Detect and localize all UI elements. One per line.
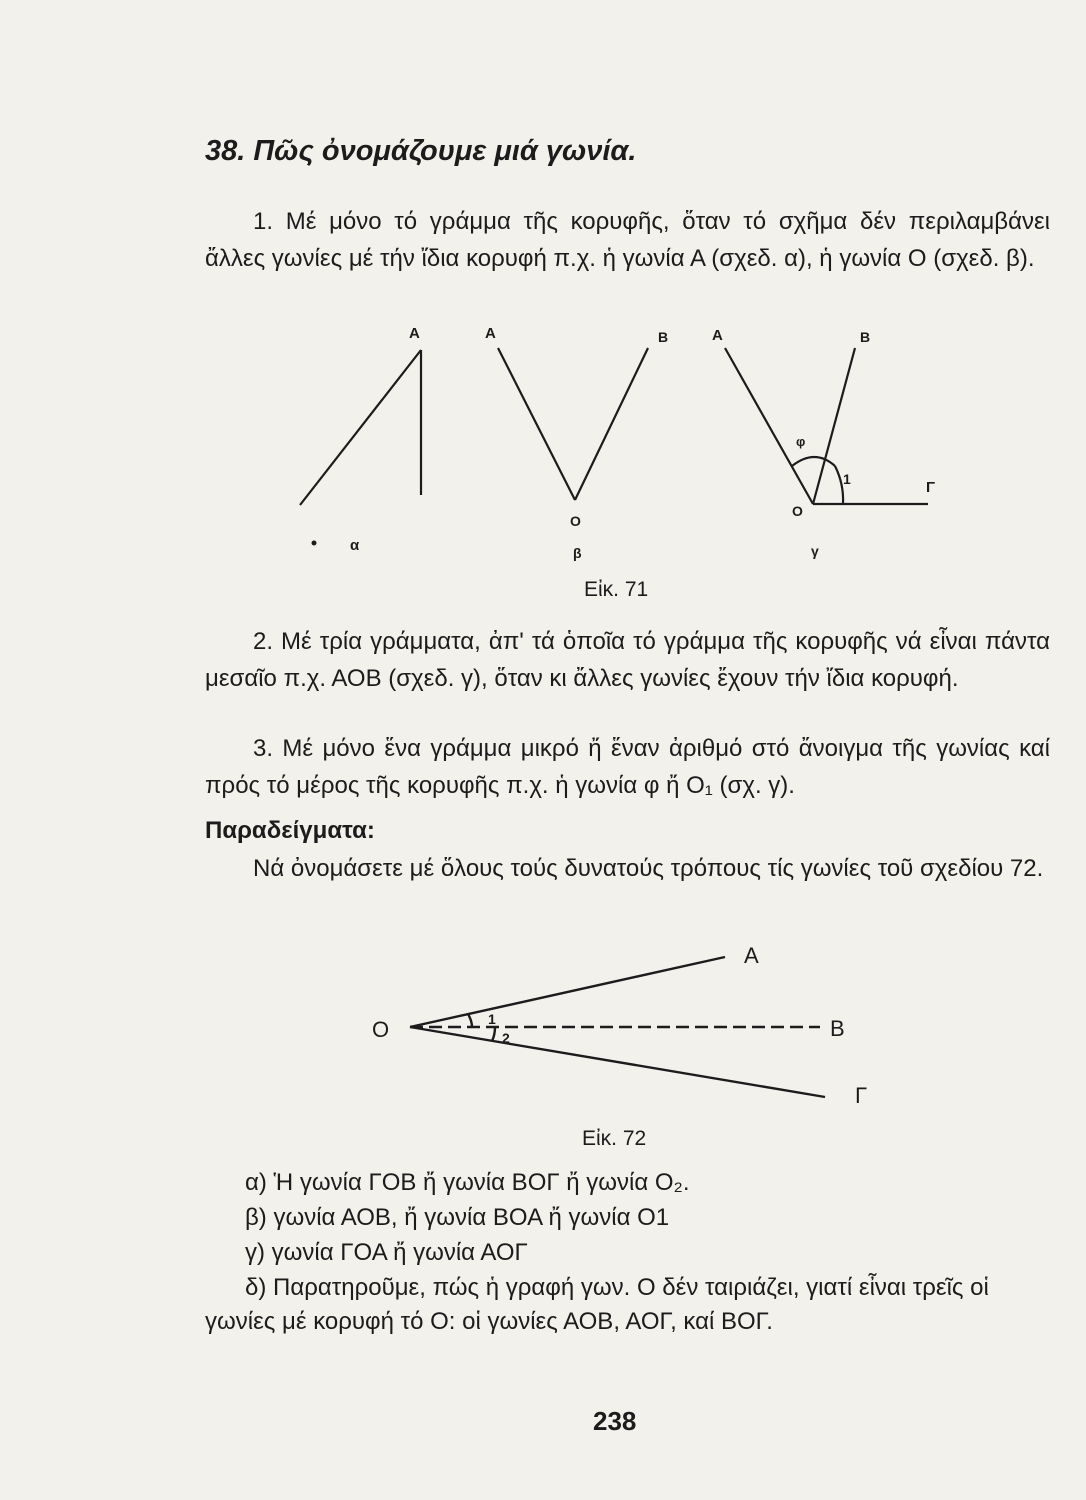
- answer-b: β) γωνία ΑΟΒ, ἤ γωνία ΒΟΑ ἤ γωνία Ο1: [245, 1204, 670, 1231]
- fig71-b-left-label: Α: [485, 325, 496, 342]
- fig71-c-right-label: Β: [860, 329, 871, 345]
- fig71-b-right-label: Β: [658, 329, 669, 345]
- fig71-b-ray-left: [498, 348, 575, 500]
- fig71-a-dot: [312, 541, 317, 546]
- examples-heading: Παραδείγματα:: [205, 817, 375, 844]
- fig72-arc-one: [468, 1014, 472, 1027]
- fig72-label-a: Α: [744, 943, 759, 968]
- fig71-c-ray-oa: [725, 348, 813, 504]
- fig71-caption: Εἰκ. 71: [584, 578, 649, 601]
- page-number: 238: [593, 1406, 637, 1436]
- answer-c: γ) γωνία ΓΟΑ ἤ γωνία ΑΟΓ: [245, 1239, 528, 1266]
- fig72-label-o: Ο: [372, 1017, 390, 1042]
- fig71-b-ray-right: [575, 348, 648, 500]
- answer-d: [205, 1271, 1050, 1339]
- fig71-a-ray-slanted: [300, 350, 421, 505]
- rule-1-body: 1. Μέ μόνο τό γράμμα τῆς κορυφῆς, ὅταν τό σχῆμα δέν περιλαμβάνει ἄλλες γωνίες μέ τήν ἴδια κορυφή π.χ. ἡ γωνία Α (σχεδ. α), ἡ γωνία Ο (σχεδ. β).: [205, 208, 1050, 272]
- fig71-c-left-label: Α: [712, 327, 723, 344]
- exercise-body: Νά ὀνομάσετε μέ ὅλους τούς δυνατούς τρόπους τίς γωνίες τοῦ σχεδίου 72.: [253, 855, 1044, 882]
- rule-2-text: [205, 623, 1050, 697]
- fig71-c-gamma-label: Γ: [926, 479, 936, 496]
- fig72-angle-two: 2: [502, 1030, 510, 1046]
- fig72-ray-oa: [410, 957, 725, 1027]
- fig71-c-arc-one: [835, 466, 843, 504]
- fig72-angle-one: 1: [488, 1011, 496, 1027]
- fig72-caption: Εἰκ. 72: [582, 1127, 647, 1150]
- rule-2-body: 2. Μέ τρία γράμματα, ἀπ' τά ὁποῖα τό γράμμα τῆς κορυφῆς νά εἶναι πάντα μεσαῖο π.χ. ΑΟΒ (σχεδ. γ), ὅταν κι ἄλλες γωνίες ἔχουν τήν ἴδια κορυφή.: [205, 628, 1050, 692]
- section-title: 38. Πῶς ὀνομάζουμε μιά γωνία.: [205, 135, 637, 167]
- exercise-text: [205, 850, 1050, 887]
- fig72-arc-two: [492, 1027, 495, 1041]
- figure-71: [280, 320, 960, 610]
- fig71-c-one-label: 1: [843, 471, 851, 487]
- rule-3-body: 3. Μέ μόνο ἕνα γράμμα μικρό ἤ ἕναν ἀριθμό στό ἄνοιγμα τῆς γωνίας καί πρός τό μέρος τῆς κορυφῆς π.χ. ἡ γωνία φ ἤ Ο₁ (σχ. γ).: [205, 735, 1050, 799]
- fig72-label-b: Β: [830, 1016, 845, 1041]
- answer-a: α) Ἡ γωνία ΓΟΒ ἤ γωνία ΒΟΓ ἤ γωνία Ο₂.: [245, 1169, 690, 1196]
- fig71-a-vertex-label: Α: [409, 325, 420, 342]
- fig72-ray-og: [410, 1027, 825, 1097]
- fig71-b-vertex-label: Ο: [570, 513, 581, 529]
- fig71-c-vertex-label: Ο: [792, 503, 803, 519]
- fig72-label-g: Γ: [855, 1083, 868, 1108]
- figure-72: [360, 935, 900, 1155]
- rule-3-text: [205, 730, 1050, 804]
- fig71-a-label: α: [350, 537, 360, 554]
- rule-1-text: [205, 203, 1050, 277]
- fig71-c-arc-phi: [792, 457, 835, 466]
- answer-d-body: δ) Παρατηροῦμε, πώς ἡ γραφή γων. Ο δέν ταιριάζει, γιατί εἶναι τρεῖς οἱ γωνίες μέ κορυφή τό Ο: οἱ γωνίες ΑΟΒ, ΑΟΓ, καί ΒΟΓ.: [205, 1274, 989, 1335]
- fig71-b-label: β: [573, 545, 582, 561]
- fig71-c-label: γ: [811, 543, 819, 559]
- fig71-c-phi-label: φ: [796, 434, 806, 449]
